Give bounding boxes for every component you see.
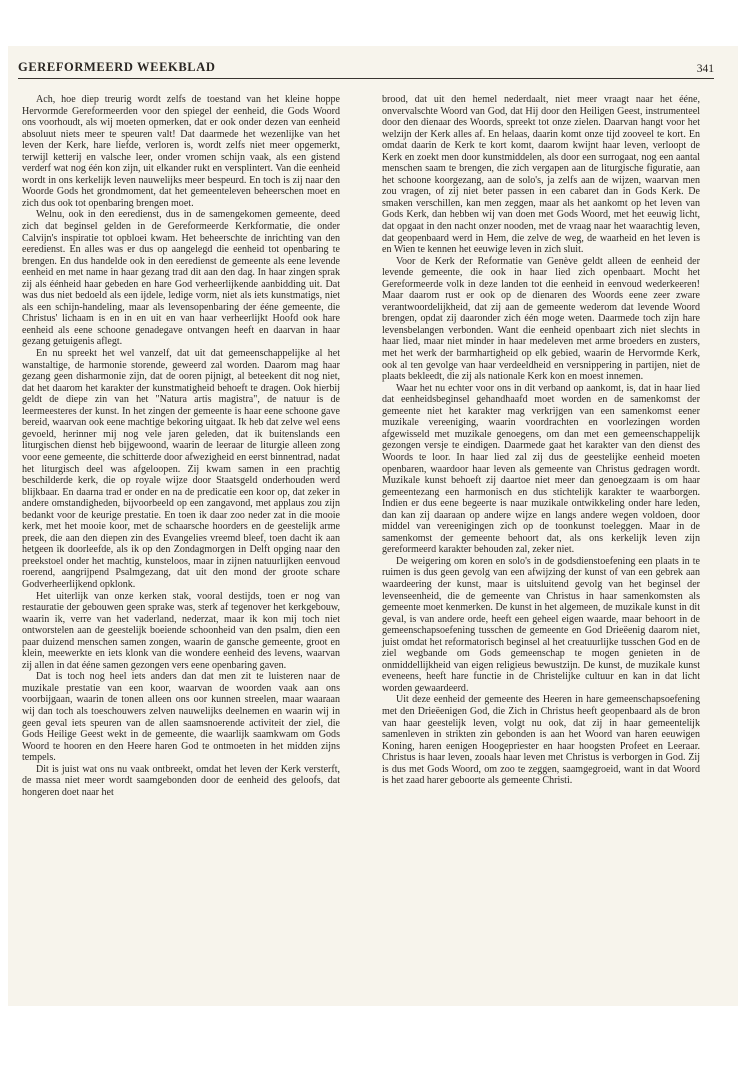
paragraph: Het uiterlijk van onze kerken stak, vooral destijds, toen er nog van restauratie der gebouwen geen sprake was, sterk af tegenover het kerkgebouw, waarin ik, verre van het vaderland, nederzat, maar ik kon mij toch niet ontworstelen aan de geestelijk boeiende schoonheid van den psalm, dien een paar duizend menschen samen zongen, waarin de gansche gemeente, groot en klein, meewerkte en iets klonk van die wondere eenheid des levens, waarvan zij allen in dat ééne samen gezongen vers eene openbaring gaven. xyxy=(22,590,340,671)
paragraph: De weigering om koren en solo's in de godsdienstoefening een plaats in te ruimen is dus geen gevolg van een afwijzing der kunst of van een gebrek aan waardeering der kunst, maar is uitsluitend gevolg van het beginsel der levenseenheid, die de gemeente van Christus in haar samenkomsten als gemeente moet kenmerken. De kunst in het algemeen, de muzikale kunst in dit geval, is van andere orde, heeft een geheel eigen waarde, maar behoort in de gemeenschapsoefening tusschen de gemeente en God Drieëenig daarom niet, juist omdat het reformatorisch beginsel al het creatuurlijke tusschen God en de ziel wegbande om Gods gemeenschap te mogen genieten in de onmiddellijkheid van eigen religieus bewustzijn. De kunst, de muzikale kunst eveneens, heeft hare functie in de Christelijke cultuur en kan in dat licht worden gewaardeerd. xyxy=(382,555,700,694)
left-column xyxy=(22,94,340,798)
paragraph: Ach, hoe diep treurig wordt zelfs de toestand van het kleine hoppe Hervormde Gereformeerden voor den spiegel der eenheid, die Gods Woord ons voorhoudt, als wij moeten opmerken, dat er ook onder dezen van eenheid absoluut niets meer te speuren valt! Dat daarmede het wezenlijke van het leven der Kerk, hare liefde, verloren is, wordt zelfs niet meer opgemerkt, terwijl ketterij en valsche leer, onder vromen schijn vaak, als een gistend verderf wat nog één kon zijn, uit elkander rukt en versplintert. Van die eenheid wordt in ons kerkelijk leven nauwelijks meer bespeurd. En toch is zij naar den Woorde Gods het grondmoment, dat het gemeenteleven beheerschen moet en zich dus ook tot openbaring brengen moet. xyxy=(22,94,340,209)
running-header xyxy=(18,58,714,79)
paragraph: Dat is toch nog heel iets anders dan dat men zit te luisteren naar de muzikale prestatie van een koor, waarvan de woorden vaak aan ons voorbijgaan, waarin de tonen alleen ons oor kunnen streelen, maar waaraan wij dan toch als toeschouwers zelven nauwelijks deelnemen en waarin wij in geen geval iets speuren van de allen saamsnoerende activiteit der ziel, die Gods Heilige Geest wekt in de gemeente, die waarlijk saamkwam om Gods Woord te hooren en den Heere haren God te ontmoeten in het midden zijns tempels. xyxy=(22,671,340,764)
right-column xyxy=(382,94,700,787)
page-number: 341 xyxy=(696,63,714,75)
paragraph-continued: brood, dat uit den hemel nederdaalt, niet meer vraagt naar het ééne, onvervalschte Woord van God, dat Hij door den Heiligen Geest, instrumenteel door den dienaar des Woords, spreekt tot onze zielen. Daarvan hangt voor het welzijn der Kerk alles af. En helaas, daarin komt onze tijd zooveel te kort. En omdat daarin de Kerk te kort komt, daarom kwijnt haar leven, verloopt de Kerk en zoekt men door kunstmiddelen, als door een surrogaat, nog een aantal menschen saam te brengen, die zich vergapen aan de liturgische figuratie, aan het schoone koorgezang, aan de solo's, ja zelfs aan de wijzen, waarvan men zou vragen, of zij niet beter passen in een cabaret dan in Gods Kerk. De smaken verschillen, kan men zeggen, maar als het aankomt op het leven van Gods Kerk, dan hebben wij van doen met Gods Woord, met het eeuwig licht, dat opgaat in den nacht onzer nooden, met de vraag naar het waarachtig leven, dat geopenbaard werd in Hem, die zelve de weg, de waarheid en het leven is en Wien te kennen het eeuwige leven in zich sluit. xyxy=(382,94,700,256)
paragraph: Welnu, ook in den eeredienst, dus in de samengekomen gemeente, deed zich dat beginsel gelden in de Gereformeerde Kerkformatie, die onder Calvijn's inspiratie tot opbloei kwam. Het beheerschte de inrichting van den eeredienst. En alles was er dus op aangelegd die eenheid tot openbaring te brengen. En dus handelde ook in den eeredienst de gemeente als eene levende eenheid en met name in haar gezang trad dit aan den dag. In haar zingen sprak zij als éénheid haar gebeden en hare God verheerlijkende aanbidding uit. Dat was dus niet bedoeld als een ijdele, ledige vorm, niet als iets kunstmatigs, niet als een schijn-handeling, maar als levensopenbaring der ééne gemeente, die Christus' lichaam is en in en uit en van haar verheerlijkt Hoofd ook hare eenheid als eene schoone genadegave ontvangen heeft en daarvan in haar gezang getuigenis aflegt. xyxy=(22,209,340,348)
paragraph: En nu spreekt het wel vanzelf, dat uit dat gemeenschappelijke al het wanstaltige, de harmonie storende, geweerd zal worden. Daarom mag haar gezang geen disharmonie zijn, dat de ooren pijnigt, al beteekent dit nog niet, dat het daarom het karakter der kunstmatigheid behoeft te dragen. Ook hierbij geldt de diepe zin van het "Natura artis magistra", de natuur is de leermeesteres der kunst. In het zingen der gemeente is haar eene schoone gave bereid, waarvan ook eene machtige bekoring uitgaat. Ik heb dat zelve wel eens gevoeld, herinner mij nog vele jaren geleden, dat ik buitenslands een liturgischen dienst heb bijgewoond, waarin de leeraar de liturgie alleen zong voor eene gemeente, die schitterde door afwezigheid en eerst binnentrad, nadat het liturgisch deel was afgeloopen. Zij kwam samen in een prachtig beschilderde kerk, die op royale wijze door Staatsgeld onderhouden werd blijkbaar. En daarna trad er onder en na de predicatie een koor op, dat zeker in andere omstandigheden, bijvoorbeeld op een zangavond, met applaus zou zijn bedankt voor de keurige prestatie. En toen ik daar zoo neder zat in die mooie kerk, met het mooie koor, met de schaarsche hoorders en de geestelijk arme preek, die aan den diepen zin des Evangelies vreemd bleef, toen dacht ik aan hetgeen ik doorleefde, als ik op den Zondagmorgen in Delft opging naar den preekstoel onder het machtig, kunsteloos, maar in zijnen natuurlijken eenvoud roerend, aangrijpend Psalmgezang, dat uit den mond der groote schare Godverheerlijkend opklonk. xyxy=(22,348,340,590)
paragraph: Waar het nu echter voor ons in dit verband op aankomt, is, dat in haar lied dat eenheidsbeginsel gehandhaafd moet worden en de samenkomst der gemeente niet het karakter mag verkrijgen van een samenkomst eener muzikale vereeniging, waarin voordrachten en voorlezingen worden afgewisseld met muzikale genoegens, om dan met een gemeenschappelijk gezongen versje te eindigen. Daarmede gaat het karakter van den dienst des Woords te loor. In haar lied zal zij dus de geestelijke eenheid moeten openbaren, waardoor haar leven als gemeente van Christus gedragen wordt. Muzikale kunst behoeft zij daartoe niet meer dan genoegzaam is om haar gemeentezang een harmonisch en dus stichtelijk karakter te waarborgen. Indien er dus eene begeerte is naar muzikale ontwikkeling onder hare leden, dan kan zij daaraan op andere wijze en langs andere wegen voldoen, door middel van vereenigingen zich op de toonkunst toeleggen. Maar in de samenkomst der gemeente behoort dat, als ons kerkelijk leven zijn gereformeerd karakter behouden zal, zeker niet. xyxy=(382,382,700,556)
paragraph: Voor de Kerk der Reformatie van Genève geldt alleen de eenheid der levende gemeente, die ook in haar lied zich openbaart. Mocht het Gereformeerde volk in deze landen tot die eenheid in eenvoud wederkeeren! Maar daarom rust er ook op de dienaren des Woords eene zeer zware verantwoordelijkheid, dat zij aan de gemeente wederom dat levende Woord brengen, opdat zij daaronder zich één moge weten. Daarmede toch zijn hare levensbelangen verbonden. Want die eenheid openbaart zich niet slechts in haar lied, maar niet minder in haar medeleven met arme broeders en zusters, met het werk der barmhartigheid op elk gebied, waarin de Hervormde Kerk, ook al ten gevolge van haar verdeeldheid en versnippering in partijen, niet de plaats bekleedt, die zij als nationale Kerk kon en moest innemen. xyxy=(382,255,700,383)
paragraph: Uit deze eenheid der gemeente des Heeren in hare gemeenschapsoefening met den Drieëenigen God, die Zich in Christus heeft geopenbaard als de bron van haar geestelijk leven, volgt nu ook, dat zij in haar gemeentelijk samenleven in strikten zin gebonden is aan het Woord van haren eeuwigen Koning, haren eenigen Hoogepriester en haar hoogsten Profeet en Leeraar. Christus is haar leven, zooals haar leven met Christus is verborgen in God. Zij is dus met Gods Woord, om zoo te zeggen, saamgegroeid, want in dat Woord is het zaad harer geboorte als gemeente Christi. xyxy=(382,694,700,787)
publication-title: GEREFORMEERD WEEKBLAD xyxy=(18,60,216,74)
document-page xyxy=(8,46,738,1006)
paragraph: Dit is juist wat ons nu vaak ontbreekt, omdat het leven der Kerk versterft, de massa niet meer wordt saamgebonden door de eenheid des geloofs, dat hongeren doet naar het xyxy=(22,763,340,798)
